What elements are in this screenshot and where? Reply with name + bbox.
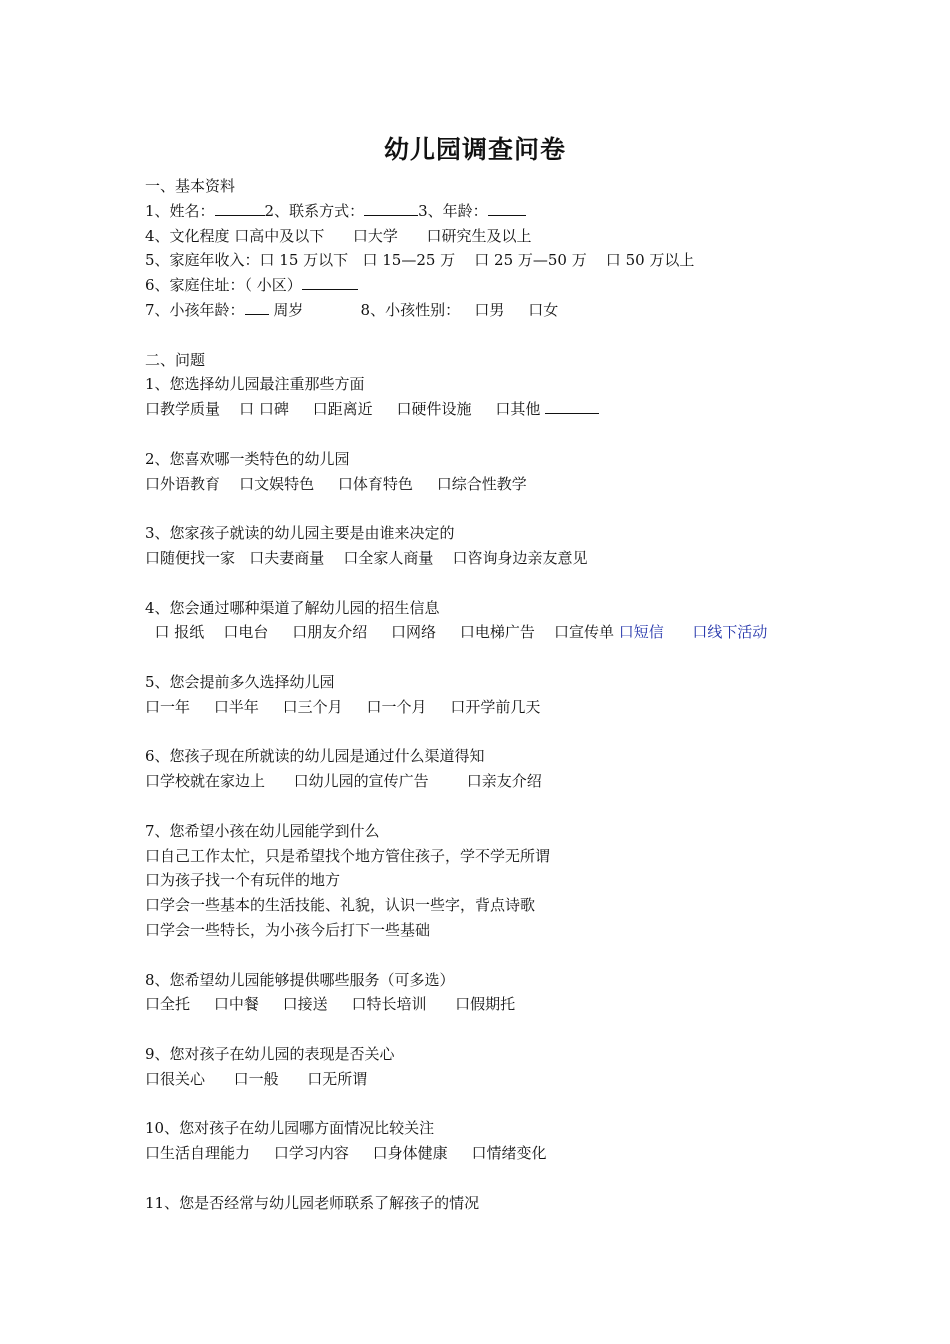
- question-11: 11、您是否经常与幼儿园老师联系了解孩子的情况: [145, 1193, 480, 1212]
- address-line: [145, 273, 845, 298]
- age-blank[interactable]: [488, 200, 526, 216]
- basic-info-line-1: [145, 199, 845, 224]
- question-7-option-2: 口为孩子找一个有玩伴的地方: [145, 871, 341, 890]
- question-1-options-text: 口教学质量 口 口碑 口距离近 口硬件设施 口其他: [145, 400, 546, 419]
- question-5: 5、您会提前多久选择幼儿园: [145, 672, 335, 691]
- question-9-options: 口很关心 口一般 口无所谓: [145, 1069, 368, 1088]
- income-line: 5、家庭年收入：口 15 万以下 口 15—25 万 口 25 万—50 万 口 50 万以上: [145, 251, 695, 270]
- child-age-label: 7、小孩年龄：: [145, 300, 245, 319]
- other-blank[interactable]: [545, 398, 599, 414]
- question-4-options-text: 口 报纸 口电台 口朋友介绍 口网络 口电梯广告 口宣传单: [145, 623, 619, 642]
- question-6-options: 口学校就在家边上 口幼儿园的宣传广告 口亲友介绍: [145, 772, 542, 791]
- question-4-options: [145, 620, 845, 645]
- question-10: 10、您对孩子在幼儿园哪方面情况比较关注: [145, 1119, 435, 1138]
- question-3: 3、您家孩子就读的幼儿园主要是由谁来决定的: [145, 524, 455, 543]
- question-3-options: 口随便找一家 口夫妻商量 口全家人商量 口咨询身边亲友意见: [145, 548, 588, 567]
- question-2-options: 口外语教育 口文娱特色 口体育特色 口综合性教学: [145, 474, 527, 493]
- question-1: 1、您选择幼儿园最注重那些方面: [145, 375, 365, 394]
- question-7-option-4: 口学会一些特长，为小孩今后打下一些基础: [145, 920, 431, 939]
- document-title: 幼儿园调查问卷: [383, 135, 566, 164]
- address-blank[interactable]: [302, 274, 358, 290]
- section-heading-questions: 二、问题: [145, 350, 206, 369]
- question-4-options-blue: 口短信 口线下活动: [618, 623, 768, 642]
- question-7-option-3: 口学会一些基本的生活技能、礼貌，认识一些字，背点诗歌: [145, 896, 536, 915]
- question-8: 8、您希望幼儿园能够提供哪些服务（可多选）: [145, 970, 455, 989]
- question-10-options: 口生活自理能力 口学习内容 口身体健康 口情绪变化: [145, 1144, 547, 1163]
- contact-label: 2、联系方式：: [264, 201, 365, 220]
- question-7-option-1: 口自己工作太忙，只是希望找个地方管住孩子，学不学无所谓: [145, 846, 551, 865]
- question-7: 7、您希望小孩在幼儿园能学到什么: [145, 821, 380, 840]
- question-9: 9、您对孩子在幼儿园的表现是否关心: [145, 1044, 395, 1063]
- age-label: 3、年龄：: [418, 201, 488, 220]
- section-heading-basic: 一、基本资料: [145, 177, 236, 195]
- question-4: 4、您会通过哪种渠道了解幼儿园的招生信息: [145, 598, 440, 617]
- address-label: 6、家庭住址：（ 小区）: [145, 276, 302, 295]
- name-label: 1、姓名：: [145, 201, 215, 220]
- question-6: 6、您孩子现在所就读的幼儿园是通过什么渠道得知: [145, 747, 485, 766]
- education-line: 4、文化程度 口高中及以下 口大学 口研究生及以上: [145, 226, 532, 245]
- question-8-options: 口全托 口中餐 口接送 口特长培训 口假期托: [145, 995, 516, 1014]
- name-blank[interactable]: [215, 200, 265, 216]
- child-info-line: [145, 298, 845, 323]
- contact-blank[interactable]: [364, 200, 418, 216]
- child-gender-label: 周岁 8、小孩性别： 口男 口女: [268, 300, 559, 319]
- child-age-blank[interactable]: [245, 299, 269, 315]
- question-5-options: 口一年 口半年 口三个月 口一个月 口开学前几天: [145, 697, 541, 716]
- question-1-options: [145, 397, 845, 422]
- question-2: 2、您喜欢哪一类特色的幼儿园: [145, 449, 350, 468]
- questionnaire-body: [145, 174, 845, 1215]
